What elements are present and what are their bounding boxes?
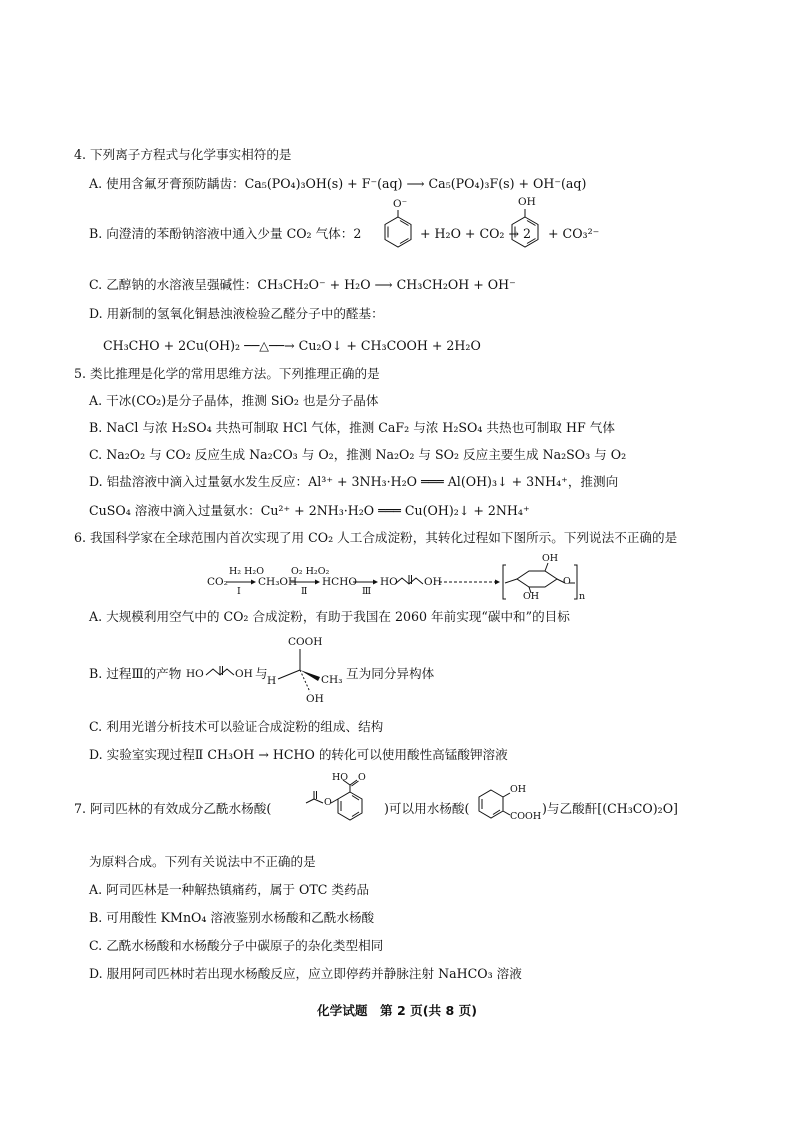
q6-option-b-right: 互为同分异构体 bbox=[346, 666, 435, 681]
dihydroxyacetone-structure bbox=[186, 658, 266, 682]
q5-option-d-continued: CuSO₄ 溶液中滴入过量氨水：Cu²⁺ + 2NH₃·H₂O ═══ Cu(OH)₂↓ + 2NH₄⁺ bbox=[89, 503, 530, 518]
aspirin-structure bbox=[288, 772, 384, 830]
q7-stem-continued: 为原料合成。下列有关说法中不正确的是 bbox=[89, 854, 316, 869]
scheme-methanol: CH₃OH bbox=[258, 576, 298, 588]
scheme-step1-reagents: H₂ H₂O bbox=[229, 566, 264, 577]
lactic-acid-structure bbox=[264, 636, 348, 706]
q6-option-b-yu: 与 bbox=[255, 666, 268, 681]
phenoxide-structure bbox=[380, 198, 416, 250]
starch-synthesis-scheme bbox=[205, 553, 585, 605]
q7-stem-a: 7. 阿司匹林的有效成分乙酰水杨酸( bbox=[74, 801, 272, 816]
q6-option-d: D. 实验室实现过程Ⅱ CH₃OH → HCHO 的转化可以使用酸性高锰酸钾溶液 bbox=[89, 747, 508, 762]
aspirin-o-carbonyl-label: O bbox=[358, 772, 366, 783]
scheme-formaldehyde: HCHO bbox=[322, 576, 357, 588]
q7-stem-b: )可以用水杨酸( bbox=[384, 801, 470, 816]
q4-option-c: C. 乙醇钠的水溶液呈强碱性：CH₃CH₂O⁻ + H₂O ⟶ CH₃CH₂OH + OH⁻ bbox=[89, 277, 516, 292]
scheme-starch-n: n bbox=[579, 591, 586, 602]
q7-stem-c: )与乙酸酐[(CH₃CO)₂O] bbox=[542, 801, 678, 816]
aspirin-o-ester-label: O bbox=[324, 797, 332, 808]
lactic-cooh-label: COOH bbox=[288, 636, 323, 648]
q5-option-d: D. 铝盐溶液中滴入过量氨水发生反应：Al³⁺ + 3NH₃·H₂O ═══ Al(OH)₃↓ + 3NH₄⁺，推测向 bbox=[89, 474, 619, 489]
q5-option-b: B. NaCl 与浓 H₂SO₄ 共热可制取 HCl 气体，推测 CaF₂ 与浓 H₂SO₄ 共热也可制取 HF 气体 bbox=[89, 420, 615, 435]
q7-option-d: D. 服用阿司匹林时若出现水杨酸反应，应立即停药并静脉注射 NaHCO₃ 溶液 bbox=[89, 966, 522, 981]
lactic-h-label: H bbox=[267, 675, 277, 687]
q5-stem: 5. 类比推理是化学的常用思维方法。下列推理正确的是 bbox=[74, 366, 380, 381]
dha-ho-label: HO bbox=[186, 668, 204, 680]
scheme-step2-label: Ⅱ bbox=[301, 586, 308, 597]
scheme-dha-oh: OH bbox=[424, 576, 442, 588]
q7-option-a: A. 阿司匹林是一种解热镇痛药，属于 OTC 类药品 bbox=[89, 882, 370, 897]
q6-stem: 6. 我国科学家在全球范围内首次实现了用 CO₂ 人工合成淀粉，其转化过程如下图所示。下列说法不正确的是 bbox=[74, 530, 678, 545]
phenoxide-o-label: O⁻ bbox=[393, 198, 408, 210]
q6-option-c: C. 利用光谱分析技术可以验证合成淀粉的组成、结构 bbox=[89, 719, 384, 734]
scheme-co2: CO₂ bbox=[207, 576, 228, 588]
q4-option-d-equation: CH₃CHO + 2Cu(OH)₂ ──△──→ Cu₂O↓ + CH₃COOH + 2H₂O bbox=[103, 338, 481, 353]
lactic-ch3-label: CH₃ bbox=[321, 674, 343, 686]
q4-option-d: D. 用新制的氢氧化铜悬浊液检验乙醛分子中的醛基： bbox=[89, 306, 384, 321]
scheme-step3-label: Ⅲ bbox=[362, 586, 372, 597]
phenol-oh-label: OH bbox=[518, 196, 536, 208]
q6-option-a: A. 大规模利用空气中的 CO₂ 合成淀粉，有助于我国在 2060 年前实现“碳中和”的目标 bbox=[89, 609, 570, 624]
q7-option-c: C. 乙酰水杨酸和水杨酸分子中碳原子的杂化类型相同 bbox=[89, 938, 384, 953]
scheme-starch-oh-bottom: OH bbox=[523, 591, 540, 602]
scheme-dha-ho: HO bbox=[380, 576, 398, 588]
scheme-step1-label: Ⅰ bbox=[237, 586, 241, 597]
dha-oh-label: OH bbox=[235, 668, 253, 680]
q5-option-a: A. 干冰(CO₂)是分子晶体，推测 SiO₂ 也是分子晶体 bbox=[89, 393, 379, 408]
salicylic-cooh-label: COOH bbox=[510, 811, 542, 822]
q4-option-b-mid: + H₂O + CO₂ → 2 bbox=[420, 226, 532, 241]
salicylic-oh-label: OH bbox=[510, 784, 527, 795]
q4-option-b-right: + CO₃²⁻ bbox=[548, 226, 600, 241]
q7-option-b: B. 可用酸性 KMnO₄ 溶液鉴别水杨酸和乙酰水杨酸 bbox=[89, 910, 375, 925]
salicylic-acid-structure bbox=[472, 780, 544, 830]
q4-stem: 4. 下列离子方程式与化学事实相符的是 bbox=[74, 147, 292, 162]
page-footer: 化学试题 第 2 页(共 8 页) bbox=[317, 1003, 477, 1018]
lactic-oh-label: OH bbox=[306, 693, 324, 705]
q5-option-c: C. Na₂O₂ 与 CO₂ 反应生成 Na₂CO₃ 与 O₂，推测 Na₂O₂ 与 SO₂ 反应主要生成 Na₂SO₃ 与 O₂ bbox=[89, 447, 627, 462]
q4-option-a: A. 使用含氟牙膏预防龋齿：Ca₅(PO₄)₃OH(s) + F⁻(aq) ⟶ Ca₅(PO₄)₃F(s) + OH⁻(aq) bbox=[89, 176, 587, 191]
scheme-step2-reagents: O₂ H₂O₂ bbox=[291, 566, 330, 577]
q4-option-b-left: B. 向澄清的苯酚钠溶液中通入少量 CO₂ 气体：2 bbox=[89, 226, 362, 241]
scheme-starch-o: O bbox=[563, 576, 571, 587]
aspirin-ho-label: HO bbox=[332, 772, 349, 783]
phenol-structure bbox=[505, 196, 545, 250]
q6-option-b-left: B. 过程Ⅲ的产物 bbox=[89, 666, 182, 681]
scheme-starch-oh-top: OH bbox=[542, 553, 559, 564]
